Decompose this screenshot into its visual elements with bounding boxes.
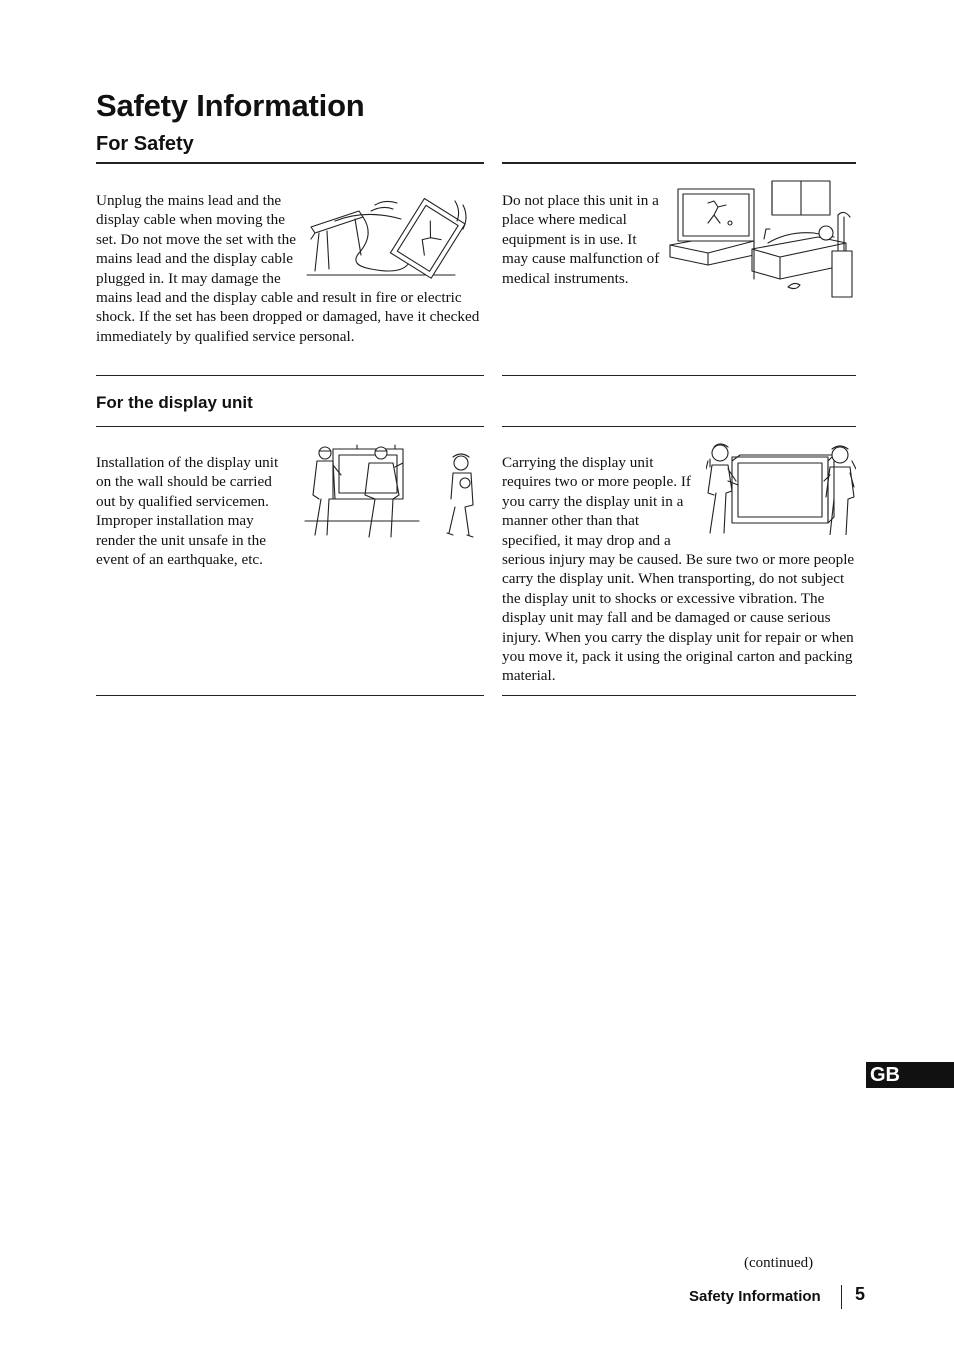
block-medical — [502, 191, 856, 301]
two-people-carrying-display-illustration — [706, 441, 856, 535]
block-installation — [96, 453, 481, 569]
divider-sub-left — [96, 426, 484, 427]
page-number: 5 — [855, 1284, 866, 1304]
divider-bottom-left — [96, 695, 484, 696]
unplug-text: Unplug the mains lead and the display cable when moving the set. Do not move the set with the mains lead and the display cable plugged in. It may damage the mains lead and the display cable and result in fire or electric shock. If the set has been dropped or damaged, have it checked immediately by qualified service personal. — [96, 192, 480, 345]
wall-installation-illustration — [303, 443, 481, 543]
block-unplug — [96, 191, 481, 346]
carrying-text: Carrying the display unit requires two or more people. If you carry the display unit in a manner other than that specified, it may drop and a serious injury may be caused. Be sure two or more people carry the display unit. When transporting, do not subject the display unit to shocks or excessive vibration. The display unit may fall and be damaged or cause serious injury. When you carry the display unit for repair or when you move it, pack it using the original carton and packing material. — [502, 454, 855, 685]
page-title: Safety Information — [96, 88, 365, 123]
divider-mid-left — [96, 375, 484, 376]
continued-note: (continued) — [744, 1255, 814, 1271]
falling-display-illustration — [305, 191, 481, 283]
language-tab-gb: GB — [866, 1062, 954, 1088]
section-heading-for-safety: For Safety — [96, 133, 194, 155]
footer-divider — [841, 1285, 842, 1309]
block-carrying — [502, 453, 856, 686]
divider-top-left — [96, 162, 484, 164]
installation-text: Installation of the display unit on the wall should be carried out by qualified servicemen. Improper installation may render the unit unsafe in the event of an earthquake, etc. — [96, 454, 279, 569]
medical-text: Do not place this unit in a place where medical equipment is in use. It may cause malfunction of medical instruments. — [502, 192, 660, 287]
divider-mid-right — [502, 375, 856, 376]
footer-section-title: Safety Information — [689, 1288, 821, 1305]
divider-sub-right — [502, 426, 856, 427]
divider-bottom-right — [502, 695, 856, 696]
divider-top-right — [502, 162, 856, 164]
subsection-heading-display-unit: For the display unit — [96, 393, 253, 412]
tv-near-hospital-bed-illustration — [668, 179, 856, 301]
